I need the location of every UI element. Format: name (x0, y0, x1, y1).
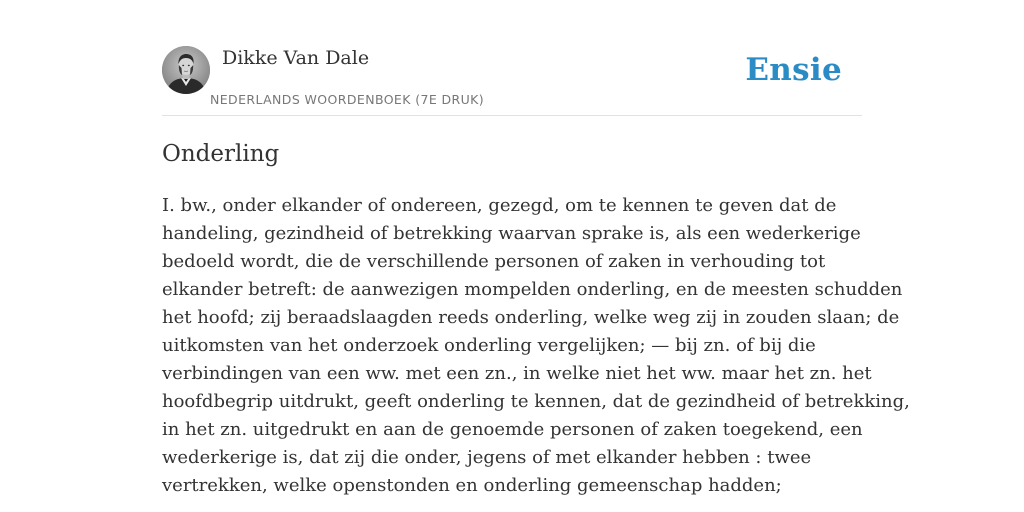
brand-logo[interactable]: Ensie (745, 52, 842, 88)
definition-line: I. bw., onder elkander of ondereen, gezegd, om te kennen te geven dat de (162, 195, 837, 216)
page-title: Onderling (162, 141, 280, 167)
definition-line: wederkerige is, dat zij die onder, jegens of met elkander hebben : twee (162, 447, 812, 468)
definition-line: hoofdbegrip uitdrukt, geeft onderling te kennen, dat de gezindheid of betrekking, (162, 391, 910, 412)
definition-line: bedoeld wordt, die de verschillende personen of zaken in verhouding tot (162, 251, 826, 272)
author-portrait-svg (162, 46, 210, 94)
definition-line: elkander betreft: de aanwezigen mompelden onderling, en de meesten schudden (162, 279, 903, 300)
definition-line: verbindingen van een ww. met een zn., in welke niet het ww. maar het zn. het (162, 363, 872, 384)
definition-line: het hoofd; zij beraadslaagden reeds onderling, welke weg zij in zouden slaan; de (162, 307, 900, 328)
author-portrait-icon[interactable] (162, 46, 210, 94)
definition-line: in het zn. uitgedrukt en aan de genoemde personen of zaken toegekend, een (162, 419, 863, 440)
author-name[interactable]: Dikke Van Dale (222, 47, 370, 69)
source-label[interactable]: NEDERLANDS WOORDENBOEK (7E DRUK) (210, 92, 485, 107)
definition-line: vertrekken, welke openstonden en onderling gemeenschap hadden; (162, 475, 782, 496)
page-header (162, 44, 862, 116)
entry-definition (162, 192, 910, 500)
definition-line: uitkomsten van het onderzoek onderling vergelijken; — bij zn. of bij die (162, 335, 816, 356)
definition-line: handeling, gezindheid of betrekking waarvan sprake is, als een wederkerige (162, 223, 861, 244)
